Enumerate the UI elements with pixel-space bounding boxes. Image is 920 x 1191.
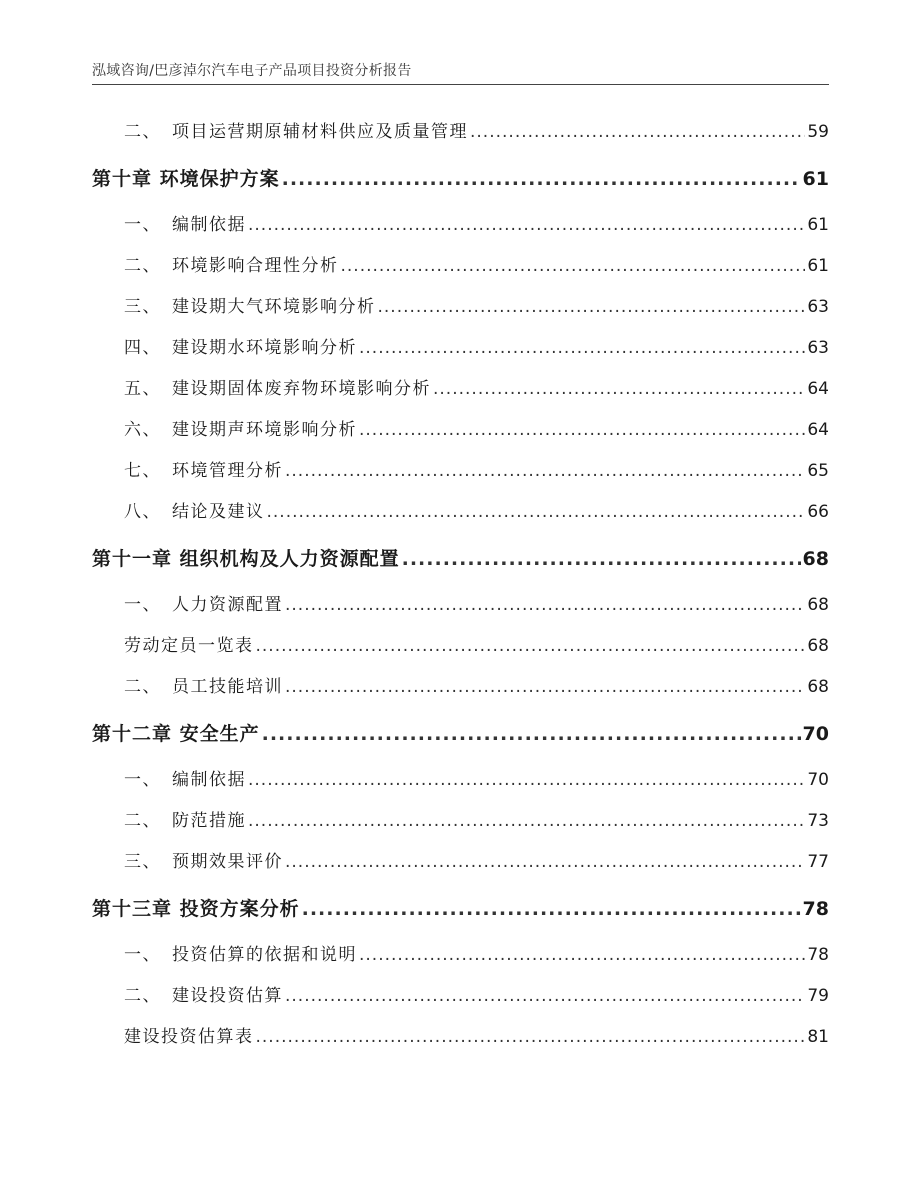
toc-chapter[interactable] bbox=[92, 533, 829, 585]
toc-chapter-page: 68 bbox=[802, 548, 829, 570]
toc-entry[interactable] bbox=[92, 760, 829, 801]
toc-entry[interactable] bbox=[92, 492, 829, 533]
toc-entry-title: 项目运营期原辅材料供应及质量管理 bbox=[172, 122, 468, 142]
toc-entry-number: 二、 bbox=[124, 986, 161, 1006]
toc-entry-number: 二、 bbox=[124, 811, 161, 831]
toc-entry-title: 建设期声环境影响分析 bbox=[172, 420, 357, 440]
toc-leader-dots bbox=[256, 626, 806, 667]
toc-leader-dots bbox=[285, 842, 805, 883]
toc-entry[interactable] bbox=[92, 205, 829, 246]
toc-entry-number: 八、 bbox=[124, 502, 161, 522]
toc-entry-number: 四、 bbox=[124, 338, 161, 358]
toc-entry-title: 建设期水环境影响分析 bbox=[172, 338, 357, 358]
toc-leader-dots bbox=[359, 328, 805, 369]
toc-entry-number: 一、 bbox=[124, 595, 161, 615]
toc-entry-page: 63 bbox=[807, 297, 829, 317]
toc-leader-dots bbox=[302, 883, 801, 935]
toc-entry-page: 61 bbox=[807, 215, 829, 235]
toc-entry[interactable] bbox=[92, 328, 829, 369]
toc-entry-title: 防范措施 bbox=[172, 811, 246, 831]
toc-chapter-page: 70 bbox=[802, 723, 829, 745]
toc-leader-dots bbox=[248, 760, 805, 801]
toc-chapter-title: 第十一章 组织机构及人力资源配置 bbox=[92, 548, 400, 570]
toc-entry-page: 68 bbox=[807, 595, 829, 615]
toc-entry[interactable] bbox=[92, 410, 829, 451]
toc-leader-dots bbox=[378, 287, 806, 328]
toc-entry-page: 64 bbox=[807, 420, 829, 440]
toc-entry-number: 五、 bbox=[124, 379, 161, 399]
page-header: 泓域咨询/巴彦淖尔汽车电子产品项目投资分析报告 bbox=[92, 63, 412, 79]
toc-leader-dots bbox=[267, 492, 806, 533]
toc-leader-dots bbox=[248, 205, 805, 246]
toc-entry-number: 一、 bbox=[124, 215, 161, 235]
toc-entry-title: 人力资源配置 bbox=[172, 595, 283, 615]
toc-entry[interactable] bbox=[92, 287, 829, 328]
toc-leader-dots bbox=[256, 1017, 806, 1058]
toc-entry-title: 结论及建议 bbox=[172, 502, 265, 522]
toc-entry[interactable] bbox=[92, 1017, 829, 1058]
toc-entry-page: 66 bbox=[807, 502, 829, 522]
toc-entry-page: 73 bbox=[807, 811, 829, 831]
toc-chapter-title: 第十章 环境保护方案 bbox=[92, 168, 280, 190]
toc-chapter-title: 第十二章 安全生产 bbox=[92, 723, 260, 745]
toc-chapter[interactable] bbox=[92, 153, 829, 205]
toc-entry-page: 63 bbox=[807, 338, 829, 358]
toc-entry-page: 61 bbox=[807, 256, 829, 276]
toc-entry-number: 二、 bbox=[124, 256, 161, 276]
toc-leader-dots bbox=[341, 246, 806, 287]
toc-entry-number: 一、 bbox=[124, 945, 161, 965]
toc-entry-page: 65 bbox=[807, 461, 829, 481]
toc-entry-number: 一、 bbox=[124, 770, 161, 790]
toc-leader-dots bbox=[285, 976, 805, 1017]
toc-chapter-page: 78 bbox=[802, 898, 829, 920]
toc-entry[interactable] bbox=[92, 626, 829, 667]
toc-entry-page: 68 bbox=[807, 636, 829, 656]
toc-entry[interactable] bbox=[92, 976, 829, 1017]
toc-entry-number: 三、 bbox=[124, 297, 161, 317]
toc-entry-title: 建设投资估算 bbox=[172, 986, 283, 1006]
toc-entry[interactable] bbox=[92, 246, 829, 287]
toc-leader-dots bbox=[248, 801, 805, 842]
toc-entry-title: 建设期大气环境影响分析 bbox=[172, 297, 376, 317]
toc-entry[interactable] bbox=[92, 451, 829, 492]
toc-entry-title: 环境管理分析 bbox=[172, 461, 283, 481]
toc-entry-page: 77 bbox=[807, 852, 829, 872]
toc-chapter[interactable] bbox=[92, 883, 829, 935]
toc-entry[interactable] bbox=[92, 585, 829, 626]
toc-entry-page: 59 bbox=[807, 122, 829, 142]
toc-entry-title: 员工技能培训 bbox=[172, 677, 283, 697]
toc-entry-page: 64 bbox=[807, 379, 829, 399]
toc-leader-dots bbox=[359, 935, 805, 976]
toc-entry-number: 六、 bbox=[124, 420, 161, 440]
toc-chapter-title: 第十三章 投资方案分析 bbox=[92, 898, 300, 920]
toc-leader-dots bbox=[285, 585, 805, 626]
table-of-contents bbox=[92, 112, 829, 1058]
toc-entry-title: 建设期固体废弃物环境影响分析 bbox=[172, 379, 431, 399]
toc-entry-page: 68 bbox=[807, 677, 829, 697]
toc-chapter-page: 61 bbox=[802, 168, 829, 190]
toc-leader-dots bbox=[285, 451, 805, 492]
toc-entry-page: 81 bbox=[807, 1027, 829, 1047]
toc-entry-title: 劳动定员一览表 bbox=[124, 636, 254, 656]
toc-leader-dots bbox=[282, 153, 801, 205]
toc-entry[interactable] bbox=[92, 801, 829, 842]
toc-leader-dots bbox=[470, 112, 805, 153]
toc-entry-title: 投资估算的依据和说明 bbox=[172, 945, 357, 965]
toc-entry-number: 二、 bbox=[124, 677, 161, 697]
toc-entry[interactable] bbox=[92, 112, 829, 153]
toc-entry-number: 三、 bbox=[124, 852, 161, 872]
toc-entry-page: 78 bbox=[807, 945, 829, 965]
header-divider bbox=[92, 84, 829, 85]
toc-entry[interactable] bbox=[92, 935, 829, 976]
toc-leader-dots bbox=[262, 708, 801, 760]
toc-entry[interactable] bbox=[92, 369, 829, 410]
toc-entry[interactable] bbox=[92, 667, 829, 708]
toc-entry-number: 七、 bbox=[124, 461, 161, 481]
toc-leader-dots bbox=[433, 369, 805, 410]
toc-entry-number: 二、 bbox=[124, 122, 161, 142]
toc-entry-title: 环境影响合理性分析 bbox=[172, 256, 339, 276]
toc-entry-page: 79 bbox=[807, 986, 829, 1006]
toc-entry-title: 建设投资估算表 bbox=[124, 1027, 254, 1047]
toc-entry-title: 编制依据 bbox=[172, 215, 246, 235]
toc-leader-dots bbox=[402, 533, 801, 585]
toc-leader-dots bbox=[285, 667, 805, 708]
toc-entry-page: 70 bbox=[807, 770, 829, 790]
toc-chapter[interactable] bbox=[92, 708, 829, 760]
toc-entry-title: 编制依据 bbox=[172, 770, 246, 790]
toc-entry[interactable] bbox=[92, 842, 829, 883]
toc-leader-dots bbox=[359, 410, 805, 451]
toc-entry-title: 预期效果评价 bbox=[172, 852, 283, 872]
